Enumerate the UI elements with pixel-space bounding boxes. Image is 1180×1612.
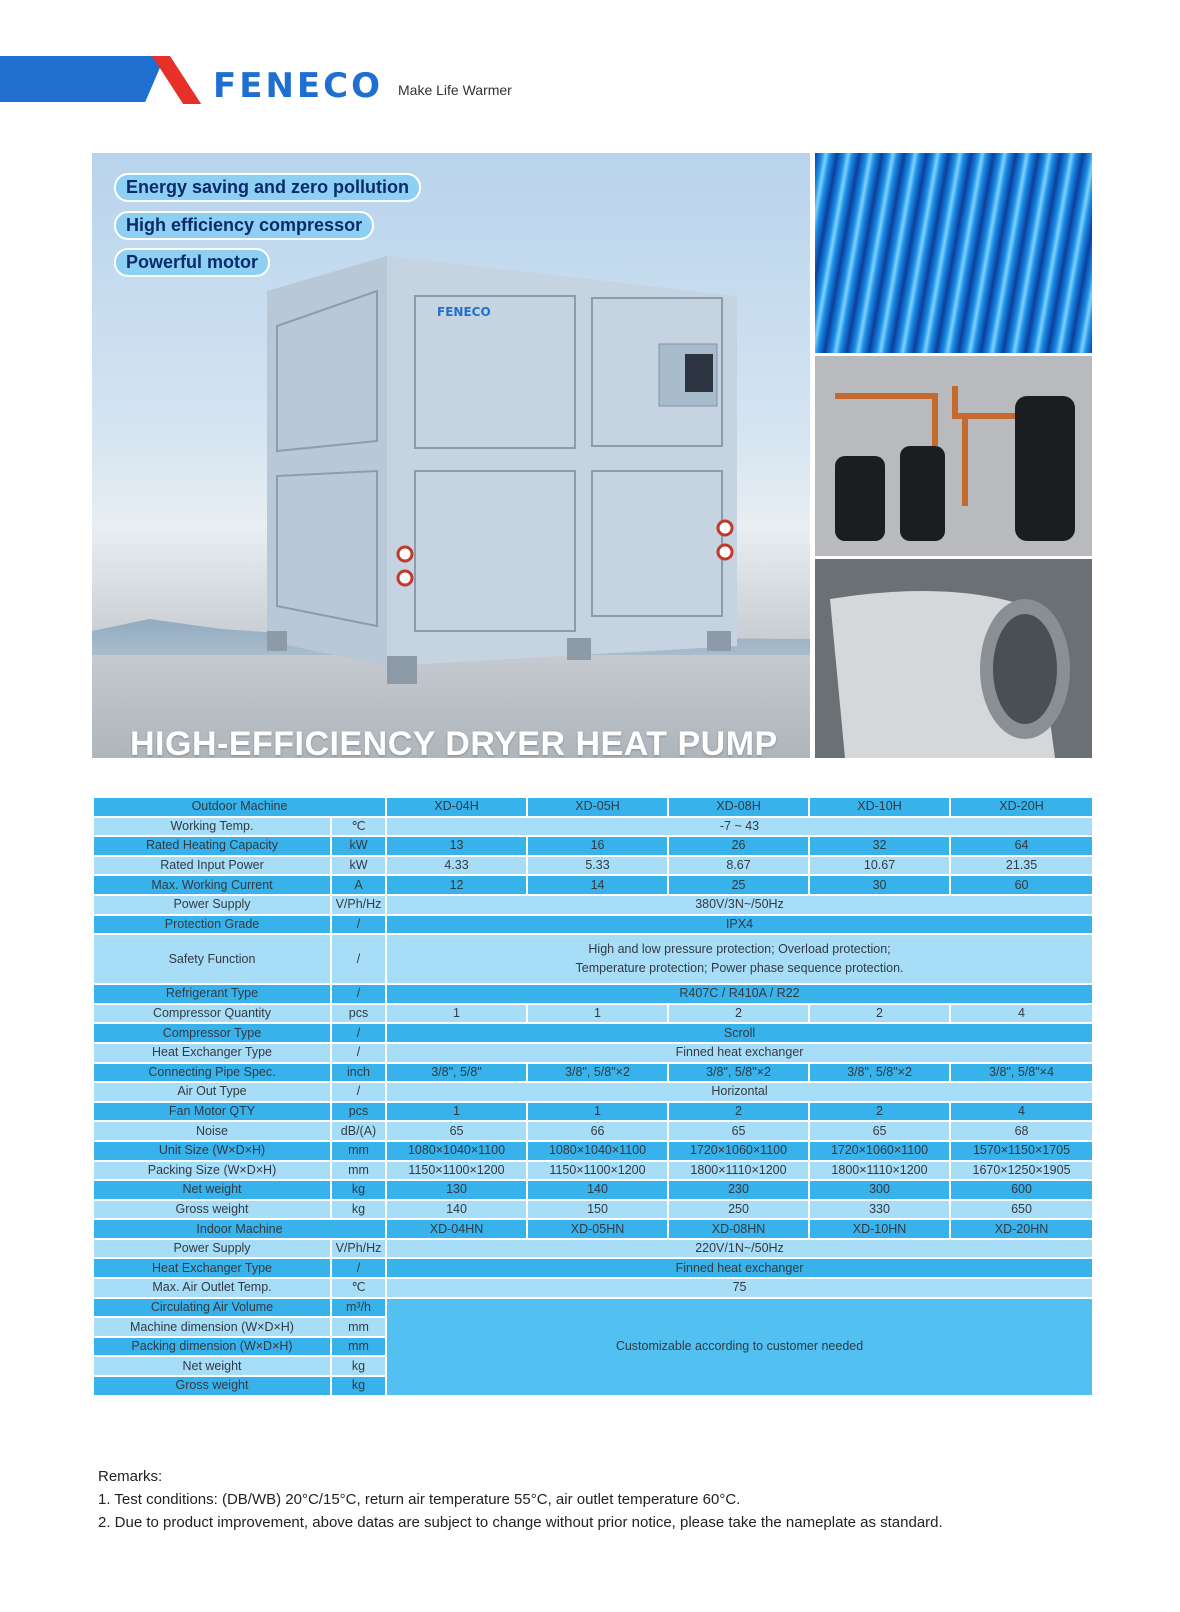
table-row xyxy=(93,836,1093,856)
span-cell: R407C / R410A / R22 xyxy=(386,984,1093,1004)
span-cell: IPX4 xyxy=(386,915,1093,935)
row-label: Protection Grade xyxy=(93,915,331,935)
value-cell: 5.33 xyxy=(527,856,668,876)
value-cell: 2 xyxy=(809,1004,950,1024)
value-cell: 68 xyxy=(950,1121,1093,1141)
value-cell: 3/8", 5/8"×2 xyxy=(809,1063,950,1083)
row-unit: mm xyxy=(331,1161,386,1181)
span-cell: Horizontal xyxy=(386,1082,1093,1102)
value-cell: 3/8", 5/8"×2 xyxy=(668,1063,809,1083)
value-cell: 65 xyxy=(386,1121,527,1141)
table-row xyxy=(93,1298,1093,1318)
value-cell: 60 xyxy=(950,875,1093,895)
value-cell: 1150×1100×1200 xyxy=(386,1161,527,1181)
table-row xyxy=(93,1239,1093,1259)
value-cell: 2 xyxy=(668,1102,809,1122)
table-row xyxy=(93,1258,1093,1278)
value-cell: 600 xyxy=(950,1180,1093,1200)
table-row xyxy=(93,1161,1093,1181)
remark-item: 1. Test conditions: (DB/WB) 20°C/15°C, return air temperature 55°C, air outlet temperature 60°C. xyxy=(98,1491,741,1508)
row-label: Net weight xyxy=(93,1356,331,1376)
table-row xyxy=(93,1180,1093,1200)
table-row xyxy=(93,1063,1093,1083)
row-unit: / xyxy=(331,984,386,1004)
table-row xyxy=(93,1141,1093,1161)
row-unit: / xyxy=(331,1258,386,1278)
value-cell: 13 xyxy=(386,836,527,856)
compressor-photo xyxy=(815,356,1092,556)
value-cell: 230 xyxy=(668,1180,809,1200)
row-label: Connecting Pipe Spec. xyxy=(93,1063,331,1083)
value-cell: 26 xyxy=(668,836,809,856)
value-cell: 32 xyxy=(809,836,950,856)
row-unit: dB/(A) xyxy=(331,1121,386,1141)
badge-compressor: High efficiency compressor xyxy=(114,211,374,240)
value-cell: 21.35 xyxy=(950,856,1093,876)
hero-title: HIGH-EFFICIENCY DRYER HEAT PUMP xyxy=(130,725,778,758)
table-row xyxy=(93,895,1093,915)
value-cell: 4.33 xyxy=(386,856,527,876)
row-unit: ℃ xyxy=(331,817,386,837)
value-cell: 1 xyxy=(527,1004,668,1024)
row-label: Rated Input Power xyxy=(93,856,331,876)
span-cell: Scroll xyxy=(386,1023,1093,1043)
row-unit: / xyxy=(331,934,386,984)
value-cell: 150 xyxy=(527,1200,668,1220)
table-row xyxy=(93,915,1093,935)
row-label: Rated Heating Capacity xyxy=(93,836,331,856)
row-unit: pcs xyxy=(331,1102,386,1122)
value-cell: 12 xyxy=(386,875,527,895)
row-label: Working Temp. xyxy=(93,817,331,837)
brand-logo: FENECO xyxy=(213,66,383,106)
header-blue-bar xyxy=(0,56,165,102)
row-label: Net weight xyxy=(93,1180,331,1200)
value-cell: 650 xyxy=(950,1200,1093,1220)
safety-line: Temperature protection; Power phase sequence protection. xyxy=(575,961,904,976)
model-header: XD-05H xyxy=(527,797,668,817)
row-unit: mm xyxy=(331,1141,386,1161)
custom-note-cell: Customizable according to customer needed xyxy=(386,1298,1093,1396)
value-cell: 140 xyxy=(386,1200,527,1220)
value-cell: 2 xyxy=(668,1004,809,1024)
value-cell: 10.67 xyxy=(809,856,950,876)
row-label: Heat Exchanger Type xyxy=(93,1043,331,1063)
row-label: Machine dimension (W×D×H) xyxy=(93,1317,331,1337)
row-unit: kW xyxy=(331,836,386,856)
row-label: Circulating Air Volume xyxy=(93,1298,331,1318)
indoor-machine-header: Indoor Machine xyxy=(93,1219,386,1239)
model-header: XD-04H xyxy=(386,797,527,817)
table-row xyxy=(93,1278,1093,1298)
row-label: Max. Air Outlet Temp. xyxy=(93,1278,331,1298)
row-unit: V/Ph/Hz xyxy=(331,1239,386,1259)
value-cell: 1720×1060×1100 xyxy=(809,1141,950,1161)
value-cell: 30 xyxy=(809,875,950,895)
value-cell: 1150×1100×1200 xyxy=(527,1161,668,1181)
value-cell: 130 xyxy=(386,1180,527,1200)
value-cell: 1670×1250×1905 xyxy=(950,1161,1093,1181)
value-cell: 1 xyxy=(386,1102,527,1122)
row-label: Packing dimension (W×D×H) xyxy=(93,1337,331,1357)
row-unit: pcs xyxy=(331,1004,386,1024)
model-header: XD-08H xyxy=(668,797,809,817)
row-unit: m³/h xyxy=(331,1298,386,1318)
row-unit: / xyxy=(331,1023,386,1043)
row-unit: kg xyxy=(331,1200,386,1220)
hero-image xyxy=(92,153,810,758)
span-cell: 380V/3N~/50Hz xyxy=(386,895,1093,915)
value-cell: 1080×1040×1100 xyxy=(386,1141,527,1161)
span-cell: 75 xyxy=(386,1278,1093,1298)
table-row xyxy=(93,817,1093,837)
row-label: Compressor Type xyxy=(93,1023,331,1043)
table-row xyxy=(93,875,1093,895)
span-cell: 220V/1N~/50Hz xyxy=(386,1239,1093,1259)
indoor-model-header: XD-10HN xyxy=(809,1219,950,1239)
indoor-model-header: XD-20HN xyxy=(950,1219,1093,1239)
row-label: Packing Size (W×D×H) xyxy=(93,1161,331,1181)
row-label: Power Supply xyxy=(93,895,331,915)
row-label: Noise xyxy=(93,1121,331,1141)
row-unit: inch xyxy=(331,1063,386,1083)
remarks-title: Remarks: xyxy=(98,1468,163,1485)
value-cell: 1 xyxy=(386,1004,527,1024)
row-label: Gross weight xyxy=(93,1200,331,1220)
table-row xyxy=(93,1121,1093,1141)
copper-tubes-photo xyxy=(815,153,1092,353)
row-label: Gross weight xyxy=(93,1376,331,1396)
span-cell: Finned heat exchanger xyxy=(386,1043,1093,1063)
table-row xyxy=(93,1082,1093,1102)
value-cell: 1 xyxy=(527,1102,668,1122)
span-cell: -7 ~ 43 xyxy=(386,817,1093,837)
value-cell: 330 xyxy=(809,1200,950,1220)
safety-line: High and low pressure protection; Overload protection; xyxy=(588,942,891,957)
value-cell: 16 xyxy=(527,836,668,856)
span-cell: Finned heat exchanger xyxy=(386,1258,1093,1278)
heat-pump-illustration xyxy=(267,256,737,696)
badge-energy-saving: Energy saving and zero pollution xyxy=(114,173,421,202)
table-row xyxy=(93,797,1093,817)
row-label: Compressor Quantity xyxy=(93,1004,331,1024)
value-cell: 14 xyxy=(527,875,668,895)
value-cell: 1570×1150×1705 xyxy=(950,1141,1093,1161)
row-unit: kg xyxy=(331,1356,386,1376)
row-unit: A xyxy=(331,875,386,895)
row-unit: mm xyxy=(331,1337,386,1357)
value-cell: 300 xyxy=(809,1180,950,1200)
row-label: Unit Size (W×D×H) xyxy=(93,1141,331,1161)
row-unit: ℃ xyxy=(331,1278,386,1298)
value-cell: 3/8", 5/8"×4 xyxy=(950,1063,1093,1083)
value-cell: 1720×1060×1100 xyxy=(668,1141,809,1161)
blower-fan-photo xyxy=(815,559,1092,758)
table-row xyxy=(93,1023,1093,1043)
indoor-model-header: XD-08HN xyxy=(668,1219,809,1239)
outdoor-machine-header: Outdoor Machine xyxy=(93,797,386,817)
value-cell: 1800×1110×1200 xyxy=(668,1161,809,1181)
row-label: Power Supply xyxy=(93,1239,331,1259)
value-cell: 4 xyxy=(950,1102,1093,1122)
value-cell: 1080×1040×1100 xyxy=(527,1141,668,1161)
model-header: XD-10H xyxy=(809,797,950,817)
row-unit: mm xyxy=(331,1317,386,1337)
model-header: XD-20H xyxy=(950,797,1093,817)
value-cell: 65 xyxy=(809,1121,950,1141)
brand-tagline: Make Life Warmer xyxy=(398,82,512,98)
value-cell: 2 xyxy=(809,1102,950,1122)
value-cell: 4 xyxy=(950,1004,1093,1024)
row-label: Refrigerant Type xyxy=(93,984,331,1004)
value-cell: 3/8", 5/8"×2 xyxy=(527,1063,668,1083)
value-cell: 65 xyxy=(668,1121,809,1141)
row-label: Safety Function xyxy=(93,934,331,984)
table-row xyxy=(93,1043,1093,1063)
indoor-model-header: XD-04HN xyxy=(386,1219,527,1239)
value-cell: 3/8", 5/8" xyxy=(386,1063,527,1083)
header-red-slash xyxy=(152,56,201,104)
row-unit: V/Ph/Hz xyxy=(331,895,386,915)
table-row xyxy=(93,1219,1093,1239)
table-row xyxy=(93,984,1093,1004)
table-row xyxy=(93,856,1093,876)
indoor-model-header: XD-05HN xyxy=(527,1219,668,1239)
value-cell: 25 xyxy=(668,875,809,895)
row-label: Max. Working Current xyxy=(93,875,331,895)
value-cell: 8.67 xyxy=(668,856,809,876)
value-cell: 250 xyxy=(668,1200,809,1220)
row-unit: / xyxy=(331,1043,386,1063)
remark-item: 2. Due to product improvement, above datas are subject to change without prior notice, please take the nameplate as standard. xyxy=(98,1514,943,1531)
row-unit: / xyxy=(331,915,386,935)
value-cell: 140 xyxy=(527,1180,668,1200)
table-row xyxy=(93,1004,1093,1024)
row-unit: kg xyxy=(331,1180,386,1200)
value-cell: 64 xyxy=(950,836,1093,856)
row-unit: kg xyxy=(331,1376,386,1396)
row-unit: / xyxy=(331,1082,386,1102)
spec-table xyxy=(92,796,1094,1397)
span-cell xyxy=(386,934,1093,984)
table-row xyxy=(93,934,1093,984)
table-row xyxy=(93,1102,1093,1122)
value-cell: 1800×1110×1200 xyxy=(809,1161,950,1181)
row-label: Fan Motor QTY xyxy=(93,1102,331,1122)
badge-motor: Powerful motor xyxy=(114,248,270,277)
row-label: Heat Exchanger Type xyxy=(93,1258,331,1278)
row-unit: kW xyxy=(331,856,386,876)
row-label: Air Out Type xyxy=(93,1082,331,1102)
remarks xyxy=(98,1465,943,1534)
value-cell: 66 xyxy=(527,1121,668,1141)
table-row xyxy=(93,1200,1093,1220)
machine-logo: FENECO xyxy=(437,305,491,319)
